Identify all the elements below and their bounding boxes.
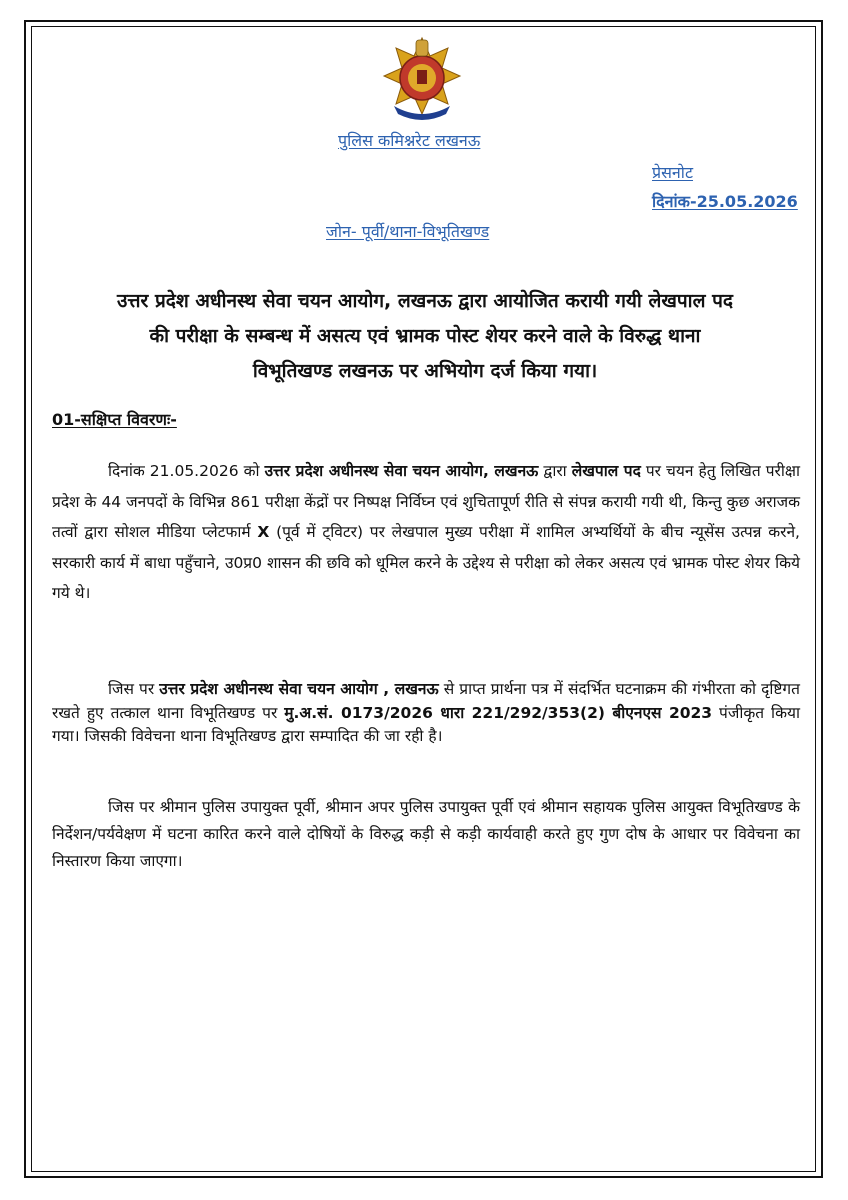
press-note-date: दिनांक-25.05.2026 xyxy=(652,192,798,211)
headline-line-2: की परीक्षा के सम्बन्ध में असत्य एवं भ्रामक पोस्ट शेयर करने वाले के विरुद्ध थाना xyxy=(149,325,701,347)
up-police-emblem-icon xyxy=(380,34,464,126)
para1-text-2: द्वारा xyxy=(538,462,572,480)
office-title: पुलिस कमिश्नरेट लखनऊ xyxy=(338,131,481,150)
zone-station: जोन- पूर्वी/थाना-विभूतिखण्ड xyxy=(326,222,490,241)
headline-line-1: उत्तर प्रदेश अधीनस्थ सेवा चयन आयोग, लखनऊ द्वारा आयोजित करायी गयी लेखपाल पद xyxy=(117,290,733,312)
press-note-label: प्रेसनोट xyxy=(652,163,694,182)
para1-text-3: पर चयन हेतु लिखित परीक्षा प्रदेश के 44 जनपदों के विभिन्न 861 परीक्षा केंद्रों पर निष्पक्ष निर्विघ्न एवं शुचितापूर्ण रीति से संपन्न करायी गयी थी, किन्तु कुछ अराजक तत्वों द्वारा सोशल मीडिया प्लेटफार्म xyxy=(52,462,800,541)
paragraph-2 xyxy=(52,678,800,749)
para1-bold-commission: उत्तर प्रदेश अधीनस्थ सेवा चयन आयोग, लखनऊ xyxy=(264,462,539,480)
para1-bold-post: लेखपाल पद xyxy=(571,462,641,480)
paragraph-3 xyxy=(52,794,800,875)
section-title: 01-सक्षिप्त विवरणः- xyxy=(52,410,177,429)
para2-bold-commission: उत्तर प्रदेश अधीनस्थ सेवा चयन आयोग , लखनऊ xyxy=(159,680,439,698)
para2-text-1: जिस पर xyxy=(108,680,160,698)
paragraph-1 xyxy=(52,456,800,609)
para2-bold-case-number: मु.अ.सं. 0173/2026 धारा 221/292/353(2) बीएनएस 2023 xyxy=(284,703,713,722)
headline xyxy=(50,284,800,389)
para1-text-1: दिनांक 21.05.2026 को xyxy=(108,462,265,480)
para2-text-3: पंजीकृत किया गया। जिसकी विवेचना थाना विभूतिखण्ड द्वारा सम्पादित की जा रही है। xyxy=(52,703,800,745)
headline-line-3: विभूतिखण्ड लखनऊ पर अभियोग दर्ज किया गया। xyxy=(252,360,598,382)
para1-text-4: (पूर्व में ट्विटर) पर लेखपाल मुख्य परीक्षा में शामिल अभ्यर्थियों के बीच न्यूसेंस उत्पन्न करने, सरकारी कार्य में बाधा पहुँचाने, उ0प्र0 शासन की छवि को धूमिल करने के उद्देश्य से परीक्षा को लेकर असत्य एवं भ्रामक पोस्ट शेयर किये गये थे। xyxy=(52,523,800,602)
para2-text-2: से प्राप्त प्रार्थना पत्र में संदर्भित घटनाक्रम की गंभीरता को दृष्टिगत रखते हुए तत्काल थाना विभूतिखण्ड पर xyxy=(52,680,800,722)
para3-text-1: जिस पर श्रीमान पुलिस उपायुक्त पूर्वी, श्रीमान अपर पुलिस उपायुक्त पूर्वी एवं श्रीमान सहायक पुलिस आयुक्त विभूतिखण्ड के निर्देशन/पर्यवेक्षण में घटना कारित करने वाले दोषियों के विरुद्ध कड़ी से कड़ी कार्यवाही करते हुए गुण दोष के आधार पर विवेचना का निस्तारण किया जाएगा। xyxy=(52,798,800,870)
para1-bold-platform: X xyxy=(257,523,270,541)
